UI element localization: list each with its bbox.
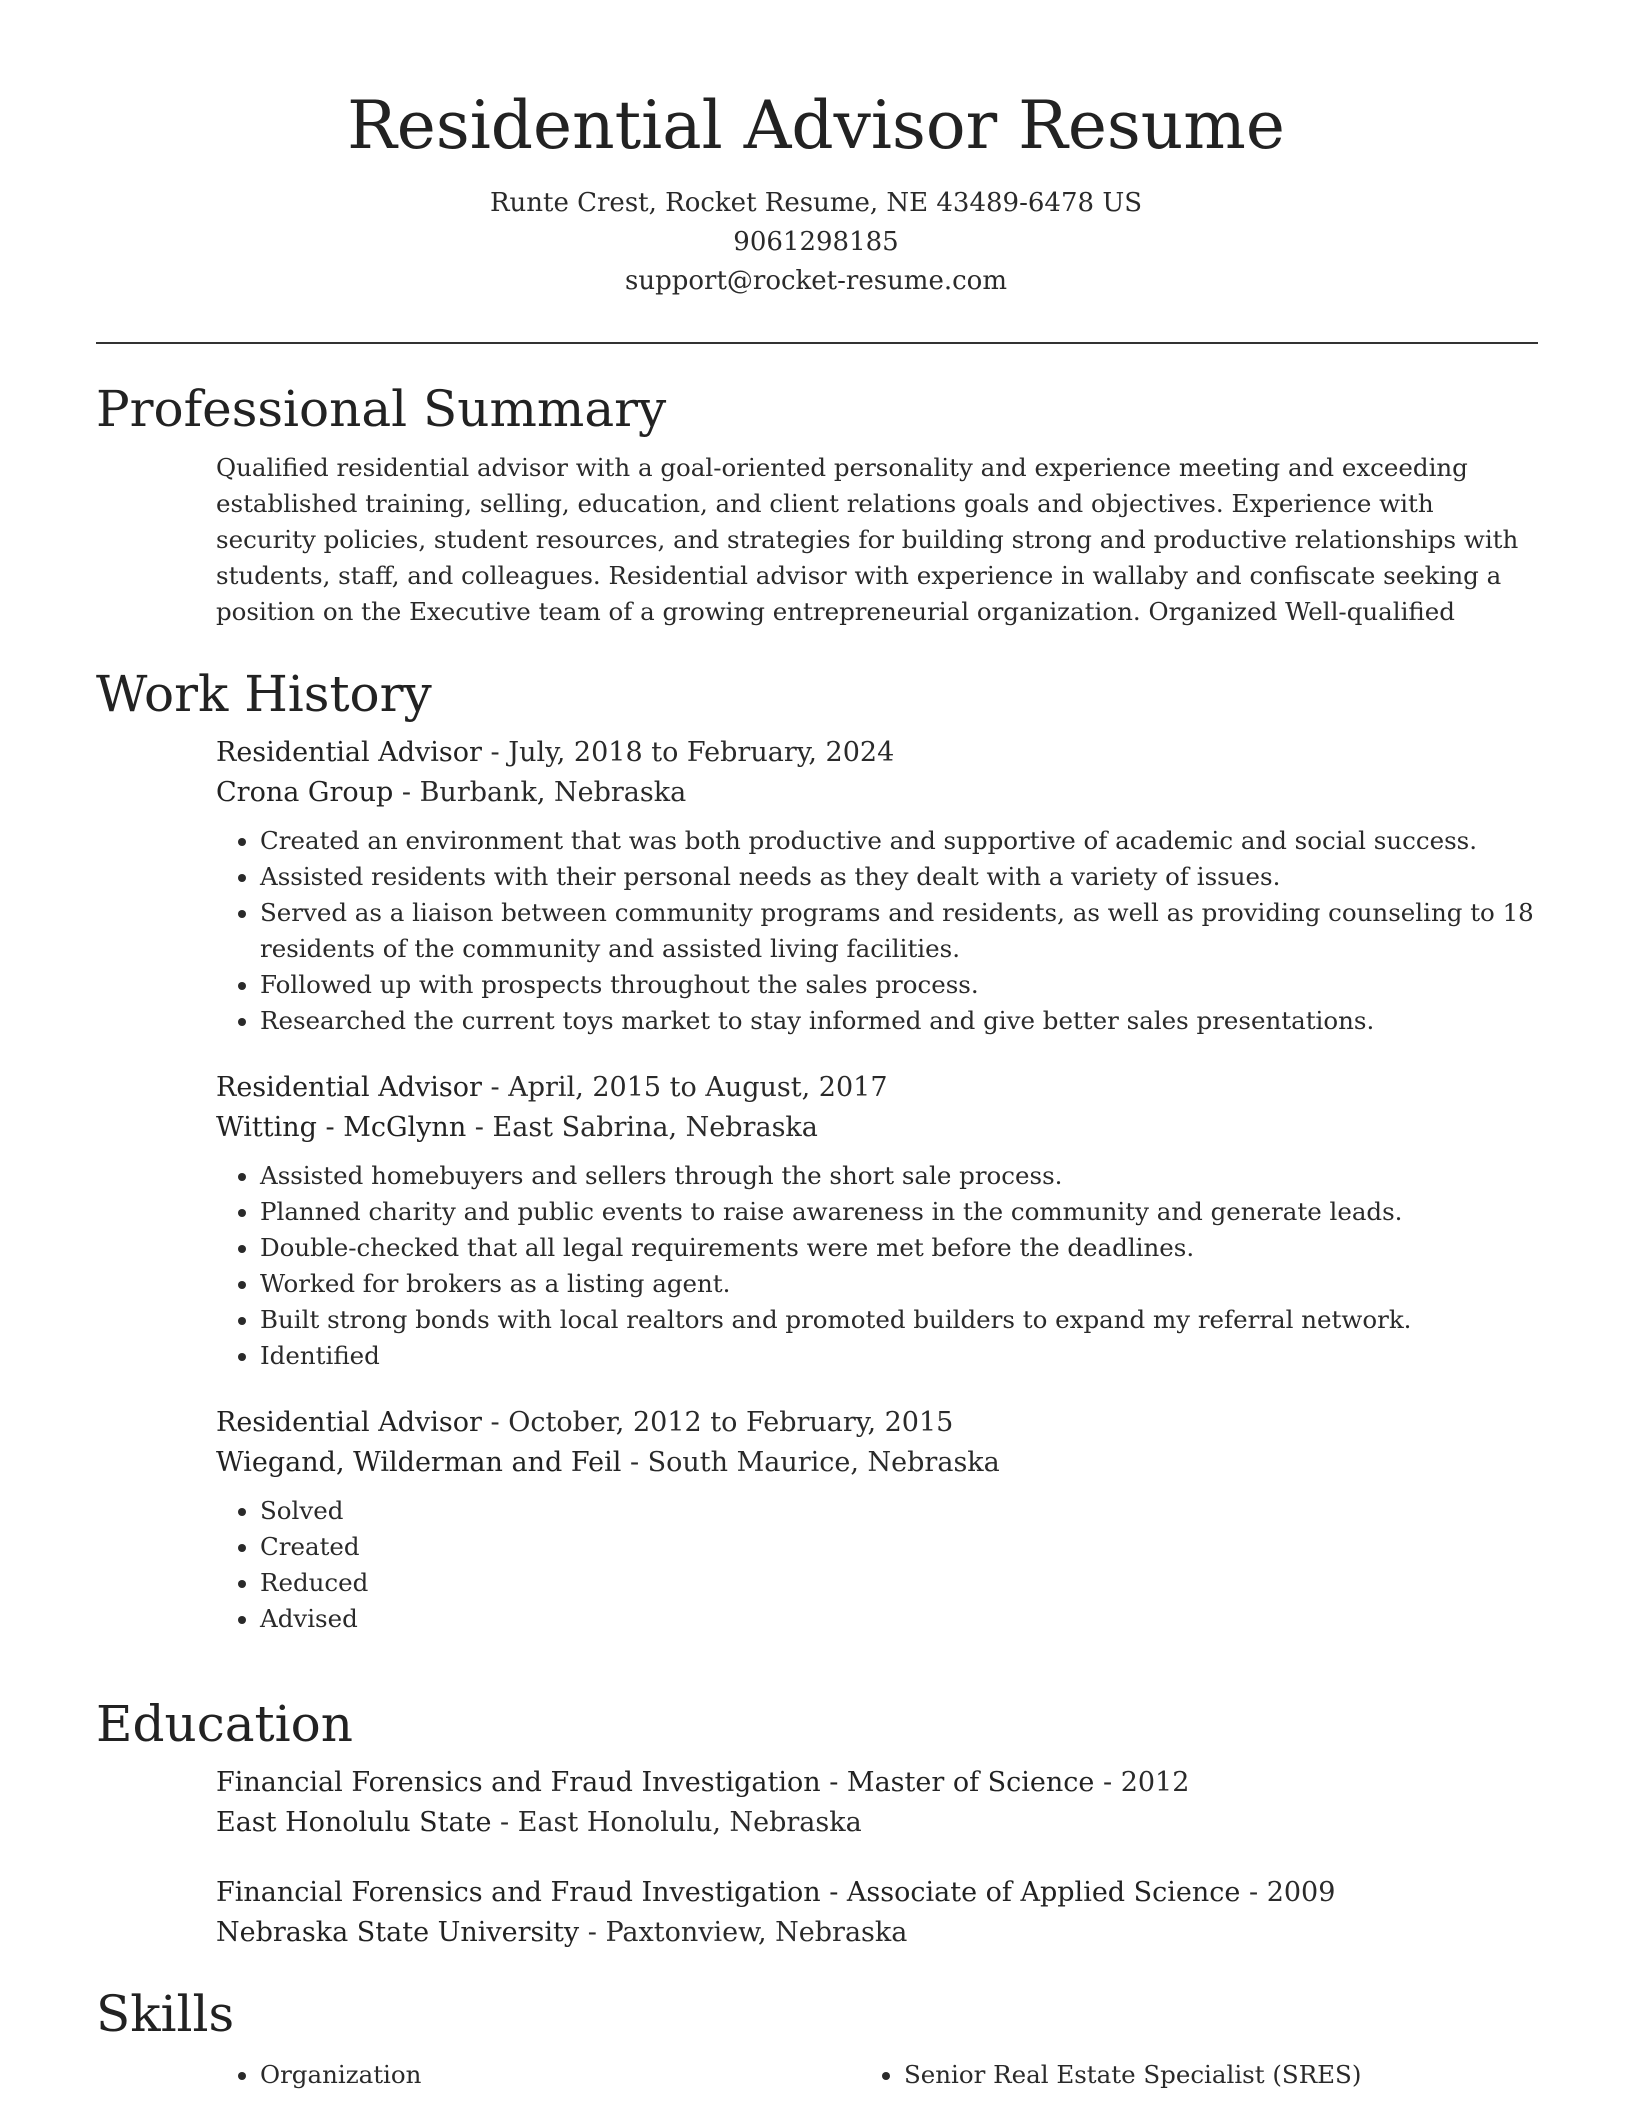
list-item: • Identified <box>260 1338 1538 1374</box>
education-school-line <box>216 1913 1538 1953</box>
list-item: • Served as a liaison between community programs and residents, as well as providing counseling to 18 residents of the community and assisted living facilities. <box>260 895 1538 967</box>
education-entry <box>216 1873 1538 1953</box>
job-title: Residential Advisor <box>216 1407 482 1438</box>
job-bullets <box>216 1493 1538 1637</box>
job-location: - East Sabrina, Nebraska <box>466 1112 818 1143</box>
education-location: - Paxtonview, Nebraska <box>579 1917 908 1948</box>
skills-list-left <box>216 2057 860 2093</box>
job-entry <box>216 1068 1538 1374</box>
job-company-line <box>216 773 1538 813</box>
job-entry <box>216 733 1538 1039</box>
education-year: - 2012 <box>1094 1767 1190 1798</box>
list-item: • Assisted homebuyers and sellers through the short sale process. <box>260 1158 1538 1194</box>
list-item: • Solved <box>260 1493 1538 1529</box>
skills-columns <box>216 2045 1538 2093</box>
summary-heading: Professional Summary <box>96 380 667 438</box>
list-item: • Assisted residents with their personal needs as they dealt with a variety of issues. <box>260 859 1538 895</box>
education-program: Financial Forensics and Fraud Investigation <box>216 1877 821 1908</box>
education-school: Nebraska State University <box>216 1917 580 1948</box>
contact-block <box>0 184 1632 301</box>
job-bullets <box>216 1158 1538 1374</box>
education-location: - East Honolulu, Nebraska <box>491 1807 862 1838</box>
education-heading: Education <box>96 1695 353 1753</box>
job-entry <box>216 1403 1538 1637</box>
education-program-line <box>216 1763 1538 1803</box>
list-item: • Created <box>260 1529 1538 1565</box>
job-dates: - April, 2015 to August, 2017 <box>481 1072 888 1103</box>
job-company-line <box>216 1443 1538 1483</box>
skills-section <box>96 1983 1538 2093</box>
list-item: • Created an environment that was both productive and supportive of academic and social success. <box>260 823 1538 859</box>
job-title: Residential Advisor <box>216 1072 482 1103</box>
resume-title: Residential Advisor Resume <box>347 87 1285 164</box>
list-item: • Built strong bonds with local realtors and promoted builders to expand my referral network. <box>260 1302 1538 1338</box>
job-title: Residential Advisor <box>216 737 482 768</box>
job-title-line <box>216 733 1538 773</box>
education-entry <box>216 1763 1538 1843</box>
education-section <box>96 1693 1538 1953</box>
list-item: • Followed up with prospects throughout the sales process. <box>260 967 1538 1003</box>
job-title-line <box>216 1068 1538 1108</box>
job-company: Wiegand, Wilderman and Feil <box>216 1447 622 1478</box>
resume-header <box>0 0 1632 301</box>
list-item: • Double-checked that all legal requirements were met before the deadlines. <box>260 1230 1538 1266</box>
list-item: • Reduced <box>260 1565 1538 1601</box>
job-company: Witting - McGlynn <box>216 1112 467 1143</box>
contact-email: support@rocket-resume.com <box>624 266 1007 296</box>
education-degree: - Associate of Applied Science <box>820 1877 1241 1908</box>
summary-section <box>96 378 1538 630</box>
contact-phone: 9061298185 <box>733 227 899 257</box>
header-divider <box>96 342 1538 344</box>
education-list <box>216 1763 1538 1953</box>
education-program-line <box>216 1873 1538 1913</box>
education-program: Financial Forensics and Fraud Investigation <box>216 1767 821 1798</box>
job-location: - Burbank, Nebraska <box>393 777 687 808</box>
skills-heading: Skills <box>96 1985 235 2043</box>
education-school: East Honolulu State <box>216 1807 492 1838</box>
skills-list-right <box>860 2057 1504 2093</box>
summary-text: Qualified residential advisor with a goal-oriented personality and experience meeting and exceeding established training, selling, education, and client relations goals and objectives. Experience with security policies, student resources, and strategies for building strong and productive relationships with students, staff, and colleagues. Residential advisor with experience in wallaby and confiscate seeking a position on the Executive team of a growing entrepreneurial organization. Organized Well-qualified <box>216 453 1519 626</box>
job-company: Crona Group <box>216 777 394 808</box>
job-title-line <box>216 1403 1538 1443</box>
list-item: • Researched the current toys market to stay informed and give better sales presentations. <box>260 1003 1538 1039</box>
job-bullets <box>216 823 1538 1039</box>
skill-item: • Senior Real Estate Specialist (SRES) <box>904 2057 1504 2093</box>
job-dates: - July, 2018 to February, 2024 <box>481 737 895 768</box>
job-list <box>216 733 1538 1637</box>
list-item: • Planned charity and public events to raise awareness in the community and generate leads. <box>260 1194 1538 1230</box>
list-item: • Worked for brokers as a listing agent. <box>260 1266 1538 1302</box>
job-dates: - October, 2012 to February, 2015 <box>481 1407 954 1438</box>
education-school-line <box>216 1803 1538 1843</box>
work-history-section <box>96 663 1538 1637</box>
work-history-heading: Work History <box>96 665 432 723</box>
education-degree: - Master of Science <box>820 1767 1095 1798</box>
job-location: - South Maurice, Nebraska <box>621 1447 1000 1478</box>
list-item: • Advised <box>260 1601 1538 1637</box>
education-year: - 2009 <box>1240 1877 1336 1908</box>
skill-item: • Organization <box>260 2057 860 2093</box>
job-company-line <box>216 1108 1538 1148</box>
contact-address: Runte Crest, Rocket Resume, NE 43489-6478 US <box>489 188 1143 218</box>
